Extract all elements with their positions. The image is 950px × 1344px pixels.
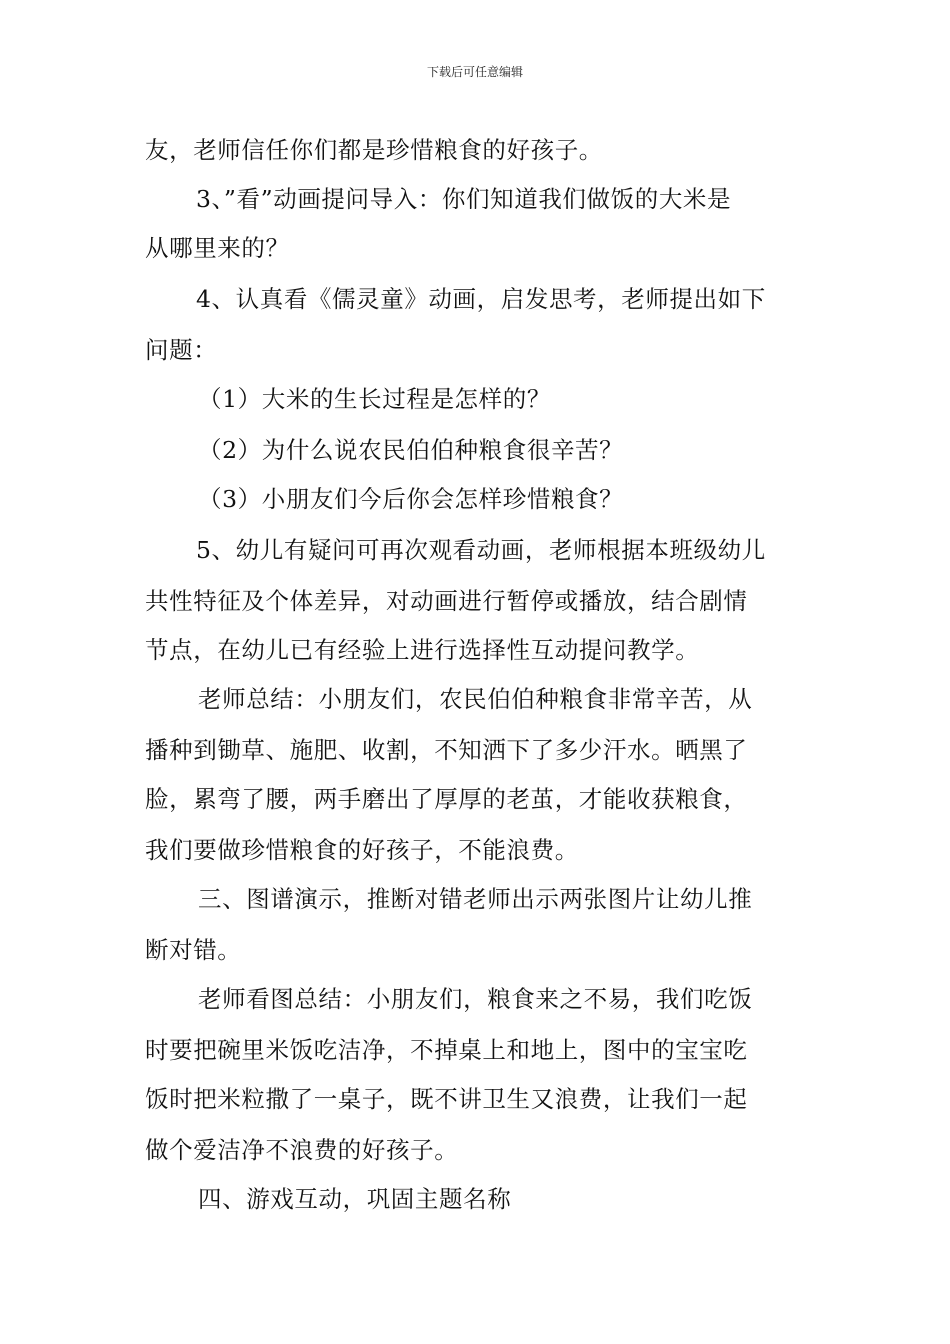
text-line: 节点，在幼儿已有经验上进行选择性互动提问教学。 bbox=[145, 636, 700, 664]
text-line: 老师总结：小朋友们，农民伯伯种粮食非常辛苦，从 bbox=[198, 685, 753, 713]
text-line: 四、游戏互动，巩固主题名称 bbox=[198, 1185, 512, 1213]
text-line: 饭时把米粒撒了一桌子，既不讲卫生又浪费，让我们一起 bbox=[145, 1085, 748, 1113]
text-line: （1）大米的生长过程是怎样的？ bbox=[198, 385, 551, 413]
text-line: 我们要做珍惜粮食的好孩子，不能浪费。 bbox=[145, 836, 579, 864]
text-line: 4、认真看《儒灵童》动画，启发思考，老师提出如下 bbox=[196, 285, 766, 313]
text-line: 5、幼儿有疑问可再次观看动画，老师根据本班级幼儿 bbox=[196, 536, 766, 564]
text-line: 老师看图总结：小朋友们，粮食来之不易，我们吃饭 bbox=[198, 985, 753, 1013]
text-line: 三、图谱演示，推断对错老师出示两张图片让幼儿推 bbox=[198, 885, 753, 913]
text-line: 时要把碗里米饭吃洁净，不掉桌上和地上，图中的宝宝吃 bbox=[145, 1036, 748, 1064]
text-line: 共性特征及个体差异，对动画进行暂停或播放，结合剧情 bbox=[145, 587, 748, 615]
page-header: 下载后可任意编辑 bbox=[426, 65, 523, 79]
text-line: （3）小朋友们今后你会怎样珍惜粮食？ bbox=[198, 485, 624, 513]
text-line: 问题： bbox=[145, 336, 218, 364]
text-line: 友，老师信任你们都是珍惜粮食的好孩子。 bbox=[145, 136, 603, 164]
text-line: 3、”看”动画提问导入：你们知道我们做饭的大米是 bbox=[196, 185, 732, 213]
text-line: 播种到锄草、施肥、收割，不知洒下了多少汗水。晒黑了 bbox=[145, 736, 748, 764]
text-line: 脸，累弯了腰，两手磨出了厚厚的老茧，才能收获粮食， bbox=[145, 785, 748, 813]
text-line: 从哪里来的？ bbox=[145, 234, 290, 262]
text-line: （2）为什么说农民伯伯种粮食很辛苦？ bbox=[198, 436, 624, 464]
text-line: 断对错。 bbox=[145, 936, 242, 964]
text-line: 做个爱洁净不浪费的好孩子。 bbox=[145, 1136, 459, 1164]
